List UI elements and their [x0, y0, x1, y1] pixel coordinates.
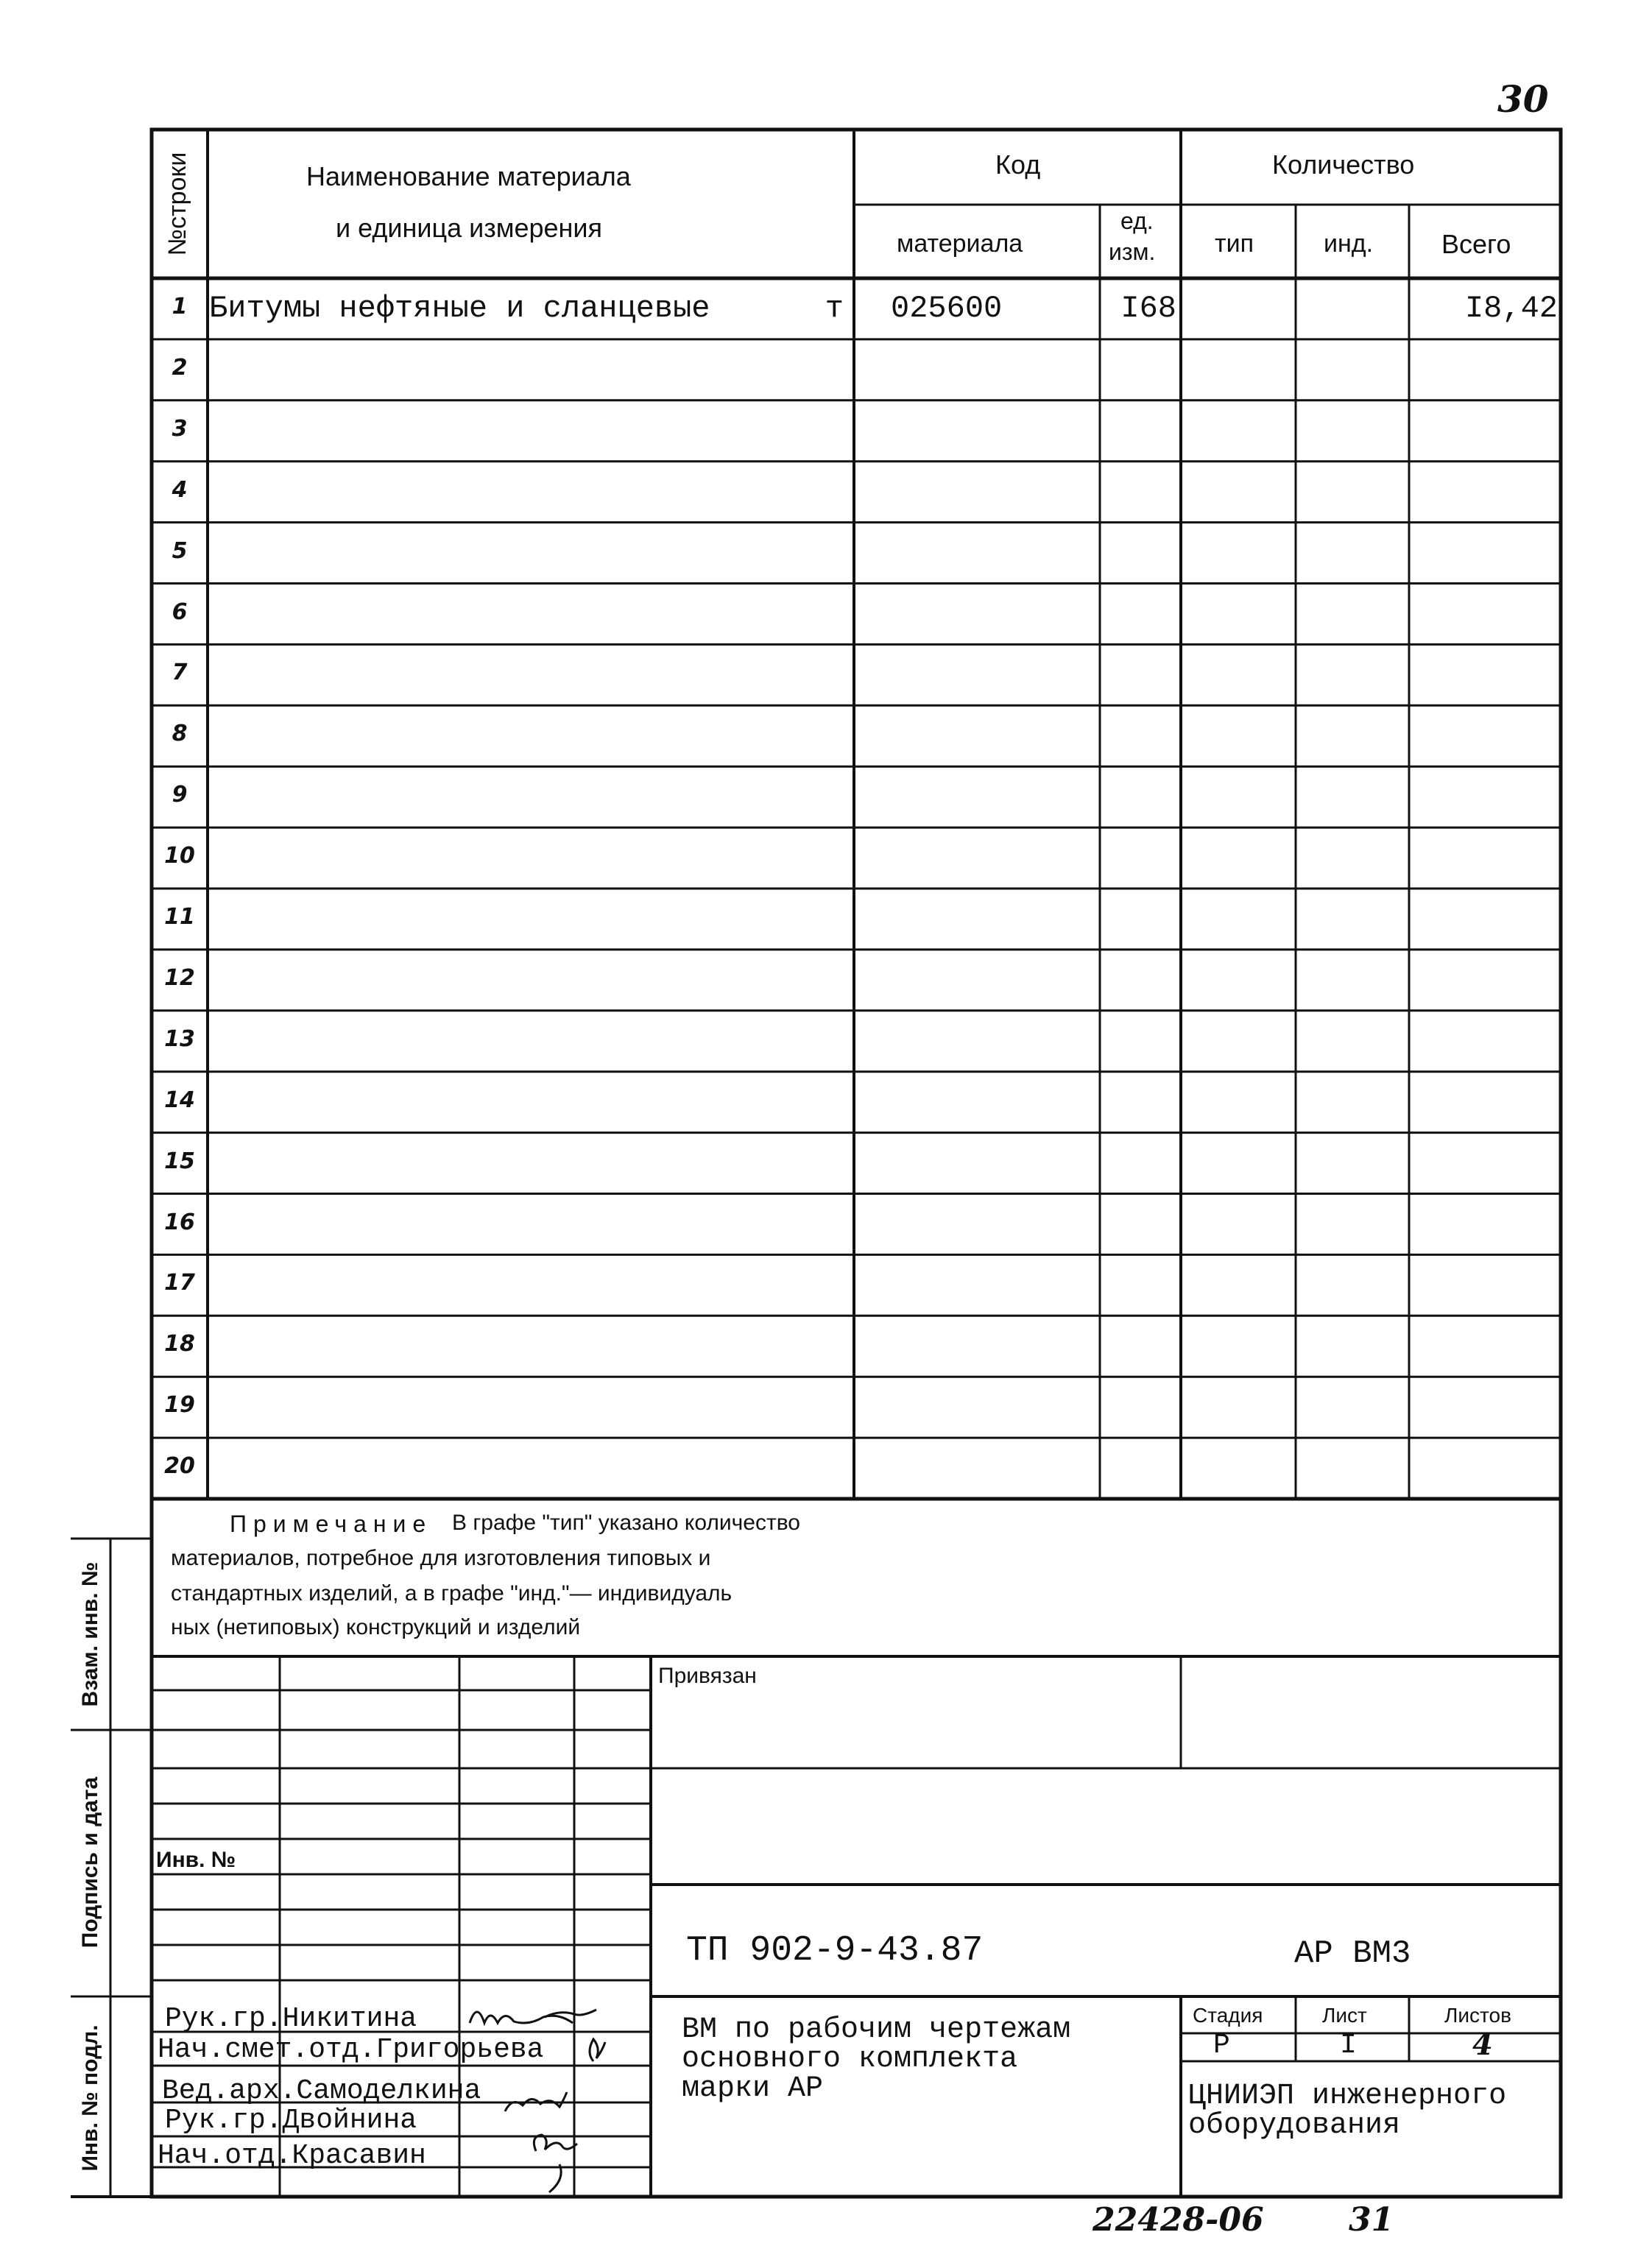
qty-type-header: тип [1215, 230, 1254, 258]
organization-line1: ЦНИИЭП инженерного [1188, 2080, 1507, 2113]
person-line-1: Рук.гр.Никитина [165, 2003, 417, 2035]
row-number: 3 [172, 415, 188, 442]
inventory-number-label: Инв. № [156, 1848, 236, 1872]
document-code: ТП 902-9-43.87 [686, 1931, 984, 1971]
footer-document-number: 22428-06 [1092, 2201, 1264, 2239]
person-line-2: Нач.смет.отд.Григорьева [158, 2034, 544, 2066]
sheet-label: Лист [1322, 2004, 1367, 2027]
note-label: Примечание [230, 1511, 433, 1537]
row-number: 13 [164, 1025, 195, 1052]
side-label-inv-podl: Инв. № подл. [78, 2024, 102, 2172]
row-number: 11 [164, 904, 195, 930]
code-material-header: материала [897, 230, 1023, 258]
document-mark: АР ВМ3 [1294, 1935, 1411, 1972]
row-number: 7 [172, 660, 188, 686]
person-line-3: Вед.арх.Самоделкина [162, 2075, 481, 2107]
sheets-value: 4 [1472, 2027, 1493, 2062]
side-label-podpis: Подпись и дата [78, 1776, 102, 1949]
qty-ind-header: инд. [1324, 230, 1374, 258]
row-number: 20 [164, 1453, 195, 1480]
row-number: 18 [164, 1331, 195, 1357]
row-number: 16 [164, 1209, 195, 1235]
person-line-5: Нач.отд.Красавин [158, 2140, 426, 2172]
sheet-value: I [1340, 2030, 1357, 2061]
name-column-header-line2: и единица измерения [336, 213, 603, 243]
note-line2: материалов, потребное для изготовления типовых и [171, 1546, 711, 1570]
unit-code-cell: I68 [1120, 291, 1176, 326]
row-number: 9 [172, 782, 188, 808]
row-number: 15 [164, 1148, 195, 1174]
row-number: 17 [164, 1270, 195, 1296]
row-number-header: №строки [163, 152, 191, 256]
row-number: 12 [164, 964, 195, 991]
description-line2: основного комплекта [682, 2043, 1018, 2076]
row-number: 2 [172, 354, 188, 381]
name-column-header-line1: Наименование материала [306, 161, 631, 191]
row-number: 14 [164, 1087, 195, 1113]
row-number: 8 [172, 721, 188, 747]
row-number: 6 [172, 598, 188, 625]
row-number: 5 [172, 537, 188, 564]
material-code-cell: 025600 [891, 291, 1003, 326]
side-label-vzam: Взам. инв. № [78, 1561, 102, 1707]
qty-total-cell: I8,42 [1464, 291, 1558, 326]
person-line-4: Рук.гр.Двойнина [165, 2105, 417, 2136]
material-name-cell: Битумы нефтяные и сланцевые [209, 291, 710, 326]
code-unit-header-line1: ед. [1120, 208, 1154, 234]
stage-label: Стадия [1193, 2004, 1263, 2027]
sheets-label: Листов [1444, 2004, 1511, 2027]
code-group-header: Код [995, 149, 1041, 180]
footer-page-number: 31 [1349, 2201, 1394, 2239]
privyazan-label: Привязан [658, 1664, 757, 1688]
description-line3: марки АР [682, 2072, 824, 2105]
row-number: 19 [164, 1392, 195, 1419]
stage-value: Р [1213, 2030, 1230, 2061]
row-number: 1 [172, 294, 188, 319]
qty-total-header: Всего [1441, 229, 1511, 259]
description-line1: ВМ по рабочим чертежам [682, 2013, 1071, 2047]
note-line4: ных (нетиповых) конструкций и изделий [171, 1615, 581, 1639]
row-number: 10 [164, 843, 195, 869]
note-line1: В графе "тип" указано количество [452, 1511, 800, 1535]
code-unit-header-line2: изм. [1109, 239, 1156, 265]
organization-line2: оборудования [1188, 2109, 1401, 2142]
row-number: 4 [172, 476, 188, 503]
material-unit-cell: т [825, 291, 844, 326]
note-line3: стандартных изделий, а в графе "инд."— индивидуаль [171, 1581, 733, 1606]
top-page-number: 30 [1497, 77, 1549, 121]
quantity-group-header: Количество [1272, 149, 1415, 180]
